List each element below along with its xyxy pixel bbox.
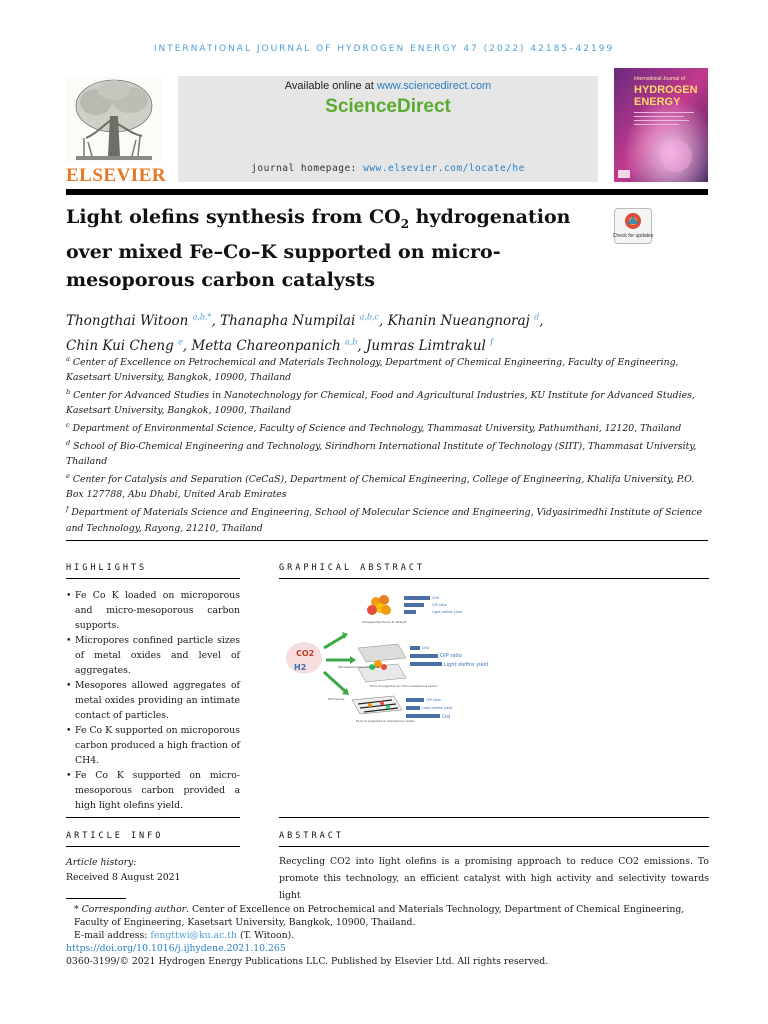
check-for-updates-label: Check for updates xyxy=(612,233,654,239)
highlights-heading: HIGHLIGHTS xyxy=(66,563,148,573)
author-0[interactable]: Thongthai Witoon $^{a,b,*}$, xyxy=(66,312,221,329)
abstract-text: Recycling CO2 into light olefins is a promising approach to reduce CO2 emissions. To promote this technology, an efficient catalyst with high activity and selectivity towards light xyxy=(279,856,709,901)
ga-top-caption: Unsupported Fe-Co-K catalyst xyxy=(362,620,407,624)
journal-homepage xyxy=(178,163,598,174)
ga-bottom-label-0: O/P ratio xyxy=(426,698,441,702)
ga-top-label-1: O/P ratio xyxy=(432,603,447,607)
ga-bottom-label-2: CH4 xyxy=(442,714,451,719)
ga-mid-caption: Fe-Co-K supported on micro-mesoporous carbon xyxy=(370,684,438,688)
highlights-rule xyxy=(66,578,240,579)
cover-subtitle: International Journal of xyxy=(634,76,685,82)
check-for-updates-button[interactable] xyxy=(614,208,652,244)
affiliation-d: $^d$ School of Bio-Chemical Engineering and Technology, Sirindhorn International Institute of Technology (SIIT), Thammasat University, Thailand xyxy=(66,439,697,468)
ga-mid-label-2: Light olefins yield xyxy=(444,662,489,668)
article-info-heading: ARTICLE INFO xyxy=(66,831,164,841)
sciencedirect-logo: ScienceDirect xyxy=(325,96,451,117)
corresponding-author-note: * Corresponding author. Center of Excellence on Petrochemical and Materials Technology, Department of Chemical Engineering, Faculty of Engineering, Kasetsart University, Bangkok, 10900, Thailand. xyxy=(74,904,685,928)
available-online-text xyxy=(178,80,598,92)
affiliation-f: $^f$ Department of Materials Science and Engineering, School of Molecular Science and Engineering, Vidyasirimedhi Institute of Science and Technology, Rayong, 21210, Thailand xyxy=(66,505,702,534)
author-4[interactable]: Metta Chareonpanich $^{a,b}$, xyxy=(191,337,367,354)
graphical-abstract-rule xyxy=(279,578,709,579)
article-info-top-rule xyxy=(66,817,240,818)
graphical-abstract-figure[interactable] xyxy=(286,588,489,748)
ga-h2: H2 xyxy=(294,663,307,672)
highlights-list xyxy=(66,588,240,813)
received-date: Received 8 August 2021 xyxy=(66,872,181,883)
article-title xyxy=(66,203,606,294)
ga-top-label-2: Light olefins yield xyxy=(432,610,462,614)
graphical-abstract-heading: GRAPHICAL ABSTRACT xyxy=(279,563,426,573)
abstract-top-rule xyxy=(279,817,709,818)
author-5[interactable]: Jumras Limtrakul $^f$ xyxy=(366,337,494,354)
header-rule xyxy=(66,189,708,195)
ga-bottom-label-1: Light olefins yield xyxy=(422,706,452,710)
ga-bottom-left: Micropores xyxy=(328,697,345,701)
article-history-label: Article history: xyxy=(66,857,137,868)
ga-mid-label-0: CH4 xyxy=(422,646,430,650)
title-part-1: Light olefins synthesis from CO xyxy=(66,206,401,228)
cover-title-hydrogen: HYDROGEN xyxy=(634,84,698,96)
ga-mid-label-1: O/P ratio xyxy=(440,653,462,659)
email-note: E-mail address: fengttwi@ku.ac.th (T. Witoon). xyxy=(74,930,295,941)
ga-bottom-caption: Fe-Co-K supported on microporous carbon xyxy=(356,719,416,723)
journal-homepage-link[interactable]: www.elsevier.com/locate/he xyxy=(363,163,525,174)
journal-homepage-label: journal homepage: xyxy=(251,163,364,174)
author-list xyxy=(66,306,666,357)
affiliation-b: $^b$ Center for Advanced Studies in Nanotechnology for Chemical, Food and Agricultural Industries, KU Institute for Advanced Studies, Kasetsart University, Bangkok, 10900, Thailand xyxy=(66,388,695,417)
section-divider xyxy=(66,540,708,541)
footnote-rule xyxy=(66,898,126,899)
author-2[interactable]: Khanin Nueangnoraj $^d$, xyxy=(387,312,544,329)
affiliation-a: $^a$ Center of Excellence on Petrochemical and Materials Technology, Department of Chemical Engineering, Faculty of Engineering, Kasetsart University, Bangkok, 10900, Thailand xyxy=(66,355,679,384)
highlight-item: • Fe Co K supported on microporous carbon produced a high fraction of CH4. xyxy=(66,723,240,768)
journal-running-header: INTERNATIONAL JOURNAL OF HYDROGEN ENERGY 47 (2022) 42185–42199 xyxy=(153,44,615,54)
cover-title-energy: ENERGY xyxy=(634,96,681,108)
doi-line xyxy=(66,942,716,955)
abstract-heading: ABSTRACT xyxy=(279,831,344,841)
copyright-line: 0360-3199/© 2021 Hydrogen Energy Publications LLC. Published by Elsevier Ltd. All rights reserved. xyxy=(66,956,549,967)
highlight-item: • Fe Co K supported on micro-mesoporous carbon provided a high light olefins yield. xyxy=(66,768,240,813)
author-3[interactable]: Chin Kui Cheng $^e$, xyxy=(66,337,192,354)
title-part-2: hydrogenation over mixed Fe–Co–K supported on micro-mesoporous carbon catalysts xyxy=(66,206,571,291)
highlight-item: • Mesopores allowed aggregates of metal oxides providing an intimate contact of particles. xyxy=(66,678,240,723)
email-link[interactable]: fengttwi@ku.ac.th xyxy=(150,930,237,941)
highlight-item: • Fe Co K loaded on microporous and micro-mesoporous carbon supports. xyxy=(66,588,240,633)
available-online-label: Available online at xyxy=(284,80,377,92)
abstract-rule xyxy=(279,846,709,847)
elsevier-wordmark: ELSEVIER xyxy=(66,165,167,186)
sciencedirect-link[interactable]: www.sciencedirect.com xyxy=(376,80,492,92)
author-1[interactable]: Thanapha Numpilai $^{a,b,c}$, xyxy=(220,312,388,329)
journal-cover-image[interactable] xyxy=(614,68,708,182)
affiliations xyxy=(66,352,706,536)
highlight-item: • Micropores confined particle sizes of metal oxides and level of aggregates. xyxy=(66,633,240,678)
ga-mid-left: Slit-shaped pores/ micropores xyxy=(338,665,380,669)
ga-top-label-0: CH4 xyxy=(432,596,440,600)
doi-link[interactable]: https://doi.org/10.1016/j.ijhydene.2021.10.265 xyxy=(66,943,286,954)
article-info-rule xyxy=(66,846,240,847)
title-subscript: 2 xyxy=(400,216,410,231)
footnotes xyxy=(66,903,716,968)
affiliation-c: $^c$ Department of Environmental Science, Faculty of Science and Technology, Thammasat University, Pathumthani, 12120, Thailand xyxy=(66,421,682,435)
ga-co2: CO2 xyxy=(296,649,315,658)
affiliation-e: $^e$ Center for Catalysis and Separation (CeCaS), Department of Chemical Engineering, College of Engineering, Khalifa University, P.O. Box 127788, Abu Dhabi, United Arab Emirates xyxy=(66,472,695,501)
